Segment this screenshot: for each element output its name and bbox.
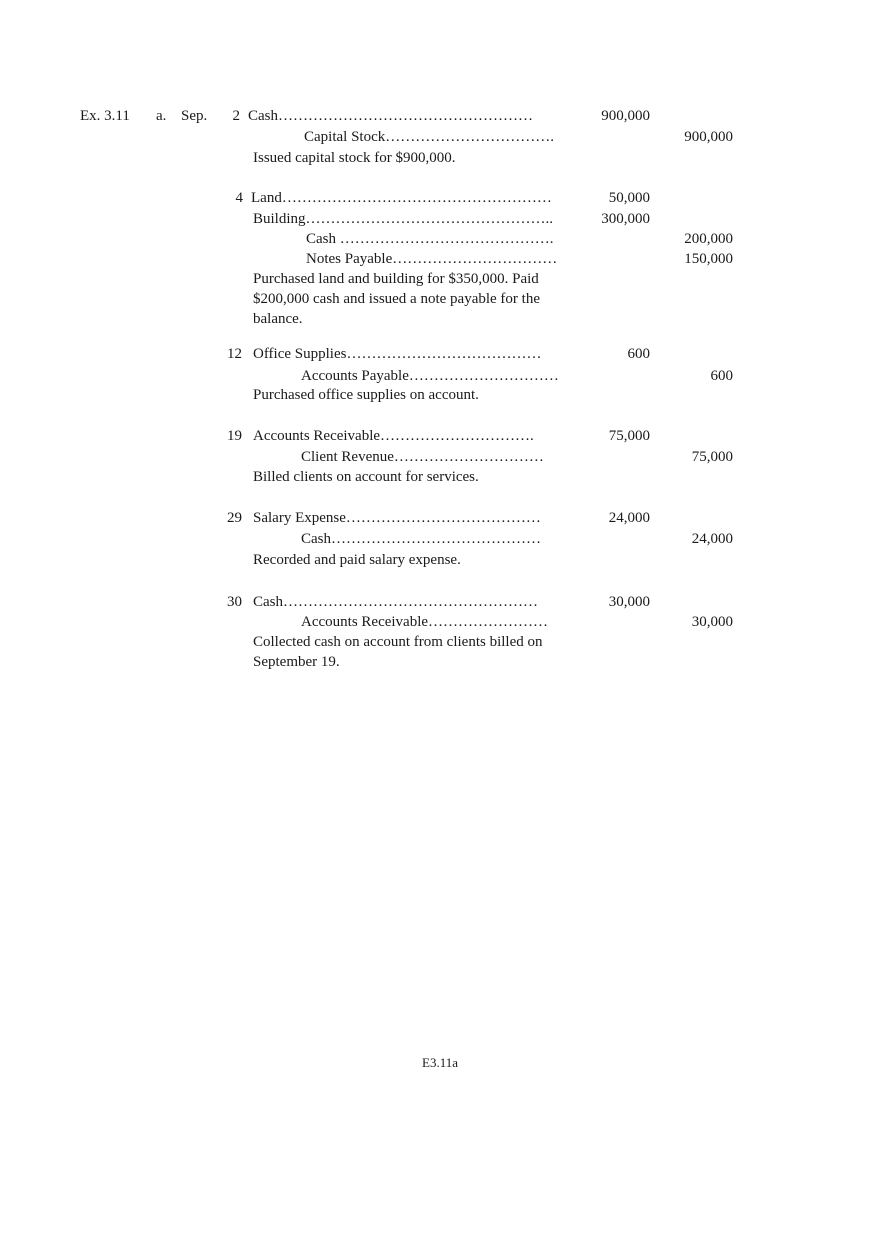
credit-amount: 150,000	[684, 251, 733, 267]
debit-amount: 75,000	[608, 428, 650, 444]
part-label: a.	[156, 108, 167, 124]
debit-account: Land………………………………………………	[251, 190, 552, 206]
credit-account: Capital Stock…………………………….	[304, 129, 554, 145]
debit-account: Salary Expense…………………………………	[253, 510, 541, 526]
credit-account: Accounts Payable…………………………	[301, 368, 559, 384]
entry-explanation: Issued capital stock for $900,000.	[253, 150, 456, 166]
exercise-label: Ex. 3.11	[80, 108, 130, 124]
entry-explanation: Purchased land and building for $350,000. Paid $200,000 cash and issued a note payable for the balance.	[253, 271, 540, 327]
month-label: Sep.	[181, 108, 208, 124]
credit-amount: 30,000	[691, 614, 733, 630]
credit-amount: 75,000	[691, 449, 733, 465]
credit-amount: 600	[710, 368, 733, 384]
debit-account: Office Supplies…………………………………	[253, 346, 542, 362]
page-label: E3.11a	[422, 1055, 458, 1070]
entry-explanation: Recorded and paid salary expense.	[253, 552, 461, 568]
debit-amount: 900,000	[601, 108, 650, 124]
debit-account: Cash……………………………………………	[253, 594, 538, 610]
credit-amount: 900,000	[684, 129, 733, 145]
credit-amount: 200,000	[684, 231, 733, 247]
entry-explanation: Purchased office supplies on account.	[253, 387, 479, 403]
debit-amount: 30,000	[608, 594, 650, 610]
debit-account: Accounts Receivable………………………….	[253, 428, 534, 444]
debit-amount: 600	[627, 346, 650, 362]
entry-date: 12	[227, 346, 242, 362]
credit-account: Accounts Receivable……………………	[301, 614, 549, 630]
entry-date: 29	[227, 510, 242, 526]
debit-amount: 50,000	[608, 190, 650, 206]
debit-account: Cash……………………………………………	[248, 108, 533, 124]
entry-date: 19	[227, 428, 242, 444]
debit-amount: 300,000	[601, 211, 650, 227]
entry-date: 30	[227, 594, 242, 610]
credit-account: Cash……………………………………	[301, 531, 541, 547]
entry-explanation: Billed clients on account for services.	[253, 469, 479, 485]
entry-date: 2	[232, 108, 240, 124]
credit-account: Notes Payable……………………………	[306, 251, 558, 267]
debit-amount: 24,000	[608, 510, 650, 526]
entry-explanation: Collected cash on account from clients billed on September 19.	[253, 634, 543, 670]
credit-amount: 24,000	[691, 531, 733, 547]
entry-date: 4	[235, 190, 243, 206]
credit-account: Cash …………………………………….	[306, 231, 554, 247]
credit-account: Client Revenue…………………………	[301, 449, 544, 465]
debit-account: Building…………………………………………..	[253, 211, 554, 227]
